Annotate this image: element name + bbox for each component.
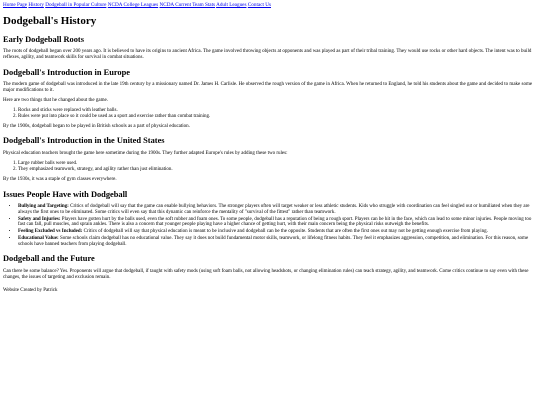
top-nav bbox=[3, 3, 537, 9]
list-item: 2. Rules were put into place so it could be used as a sport and exercise rather than combat training. bbox=[18, 114, 537, 120]
section-heading: Issues People Have with Dodgeball bbox=[3, 189, 128, 199]
nav-link-history[interactable]: History bbox=[28, 2, 44, 8]
section-heading: Early Dodgeball Roots bbox=[3, 34, 84, 44]
issue-text: Critics of dodgeball will say that physical education is meant to be inclusive and dodgeball can be the opposite. Students that are often the first ones out may not be getting enough exercise from playing. bbox=[82, 229, 488, 235]
changes-list bbox=[3, 108, 537, 120]
issue-term: Educational Value: bbox=[18, 235, 59, 241]
paragraph: Can there be some balance? Yes. Proponents will argue that dodgeball, if taught with safety mods (using soft foam balls, not allowing headshots, or changing elimination rules) can teach strategy, agility, and teamwork. Come critics continue to say even with these changes, the issues of targeting and exclusion remain. bbox=[3, 269, 529, 280]
nav-link-college-leagues[interactable]: NCDA College Leagues bbox=[107, 2, 159, 8]
paragraph: By the 1930s, it was a staple of gym classes everywhere. bbox=[3, 176, 117, 182]
list-item: 1. Rocks and sticks were replaced with leather balls. bbox=[18, 108, 537, 114]
footer-credit: Website Created by Patrick bbox=[3, 287, 58, 293]
issue-term: Feeling Excluded vs Included: bbox=[18, 229, 83, 235]
paragraph: Physical education teachers brought the game here sometime during the 1900s. They further adapted Europe's rules by adding these two rules: bbox=[3, 151, 288, 157]
issues-list bbox=[3, 204, 537, 247]
section-issues bbox=[3, 190, 537, 248]
section-future bbox=[3, 254, 537, 280]
issue-term: Safety and Injuries: bbox=[18, 216, 61, 222]
nav-link-contact[interactable]: Contact Us bbox=[247, 2, 271, 8]
nav-link-home[interactable]: Home Page bbox=[3, 2, 28, 8]
nav-link-popular-culture[interactable]: Dodgeball in Popular Culture bbox=[45, 2, 107, 8]
nav-link-adult-leagues[interactable]: Adult Leagues bbox=[216, 2, 247, 8]
section-heading: Dodgeball's Introduction in the United States bbox=[3, 136, 165, 146]
section-europe bbox=[3, 68, 537, 130]
list-item bbox=[18, 229, 537, 235]
page-title: Dodgeball's History bbox=[3, 14, 97, 27]
issue-text: Players have gotten hurt by the balls used, even the soft rubber and foam ones. To some people, dodgeball has a reputation of being a rough sport. Players can be hit in the face, which can lead to some minor injuries. People moving too fast can fall, pull muscles, and sprain ankles. There is also a concern that younger people playing have a higher chance of getting hurt, with their main concern being the physical risks outweigh the benefits. bbox=[18, 216, 532, 228]
list-item bbox=[18, 236, 537, 248]
paragraph: The modern game of dodgeball was introduced in the late 19th century by a missionary named Dr. James H. Carlisle. He observed the rough version of the game in Africa. When he returned to England, he told his students about the game and decided to make some major modifications to it. bbox=[3, 82, 533, 94]
section-roots bbox=[3, 35, 537, 61]
paragraph: By the 1900s, dodgeball began to be played in British schools as a part of physical education. bbox=[3, 123, 190, 129]
rules-list bbox=[3, 161, 537, 173]
section-heading: Dodgeball and the Future bbox=[3, 254, 95, 264]
issue-text: Critics of dodgeball will say that the game can enable bullying behaviors. The stronger players often will target weaker or less athletic students. Kids who struggle with coordination can feel singled out or humiliated when they are always the first ones to be eliminated. Some critics will even say that this dynamic can reinforce the mentality of "survival of the fittest" rather than teamwork. bbox=[18, 204, 530, 215]
list-item bbox=[18, 217, 537, 229]
paragraph: Here are two things that he changed about the game. bbox=[3, 97, 108, 103]
section-heading: Dodgeball's Introduction in Europe bbox=[3, 67, 130, 77]
nav-link-team-stats[interactable]: NCDA Current Team Stats bbox=[159, 2, 216, 8]
issue-text: Some schools claim dodgeball has no educational value. They say it does not build fundamental motor skills, teamwork, or lifelong fitness habits. They feel it emphasizes aggression, competition, and elimination. For this reason, some schools have banned teachers from playing dodgeball. bbox=[18, 235, 529, 247]
list-item: 2. They emphasized teamwork, strategy, and agility rather than just elimination. bbox=[18, 167, 537, 173]
list-item: 1. Large rubber balls were used. bbox=[18, 161, 537, 167]
paragraph: The roots of dodgeball began over 200 years ago. It is believed to have its origins to ancient Africa. The game involved throwing objects at opponents and was played as part of their tribal training. They would use rocks or other hard objects. The intent was to build reflexes, agility, and teamwork skills for survival in combat situations. bbox=[3, 49, 532, 61]
section-united-states bbox=[3, 136, 537, 182]
list-item bbox=[18, 204, 537, 216]
issue-term: Bullying and Targeting: bbox=[18, 204, 69, 210]
